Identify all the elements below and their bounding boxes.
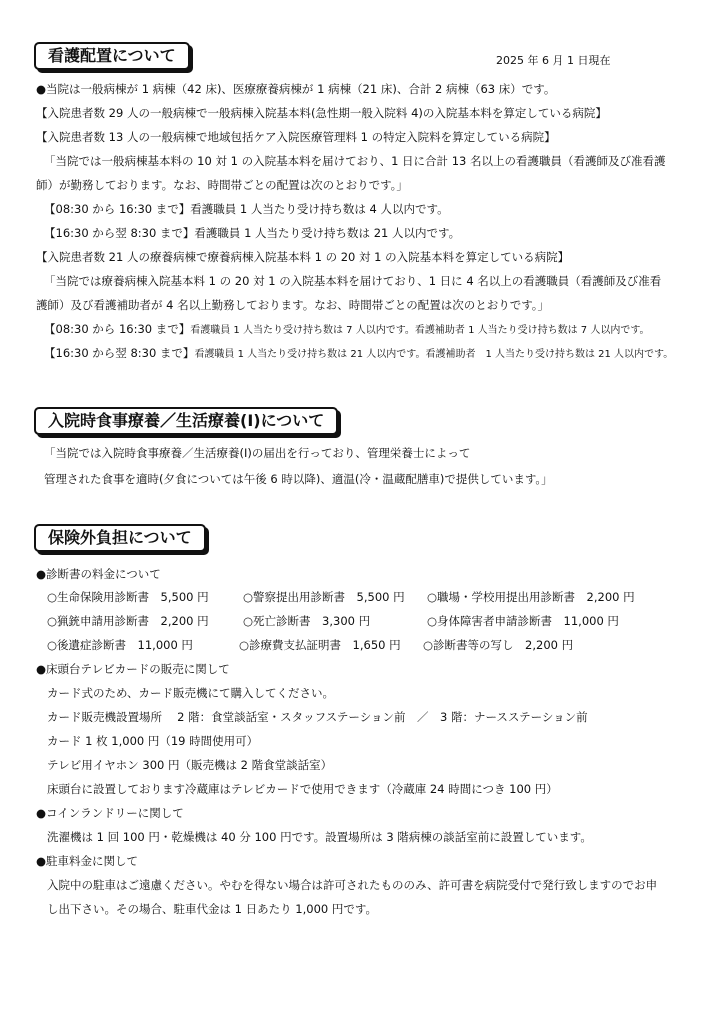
text-line: 「当院では入院時食事療養／生活療養(Ⅰ)の届出を行っており、管理栄養士によって [44,446,471,460]
text-line: 「当院では一般病棟基本料の 10 対 1 の入院基本料を届けており、1 日に合計 13 名以上の看護職員（看護師及び准看護 [44,154,666,168]
fee-item: ○職場・学校用提出用診断書 2,200 円 [427,590,635,604]
fee-item: ○後遺症診断書 11,000 円 [47,638,193,652]
fees-heading: ●診断書の料金について [36,567,161,581]
text-line: 【08:30 から 16:30 まで】看護職員 1 人当たり受け持ち数は 4 人以内です。 [44,202,449,216]
text-line: カード 1 枚 1,000 円（19 時間使用可） [47,734,259,748]
fee-item: ○診断書等の写し 2,200 円 [423,638,574,652]
fee-item: ○警察提出用診断書 5,500 円 [243,590,405,604]
text-line: 師）が勤務しております。なお、時間帯ごとの配置は次のとおりです。」 [36,178,408,192]
shift-line-day [44,321,650,339]
shift-day-head: 【08:30 から 16:30 まで】 [44,322,191,336]
as-of-date: 2025 年 6 月 1 日現在 [496,54,611,67]
text-line: 【入院患者数 21 人の療養病棟で療養病棟入院基本料 1 の 20 対 1 の入院基本料を算定している病院】 [36,250,570,264]
text-line: ●床頭台テレビカードの販売に関して [36,662,230,676]
text-line: カード式のため、カード販売機にて購入してください。 [47,686,335,700]
text-line: 管理された食事を適時(夕食については午後 6 時以降)、適温(冷・温蔵配膳車)で提供しています。」 [44,472,553,486]
text-line: 【16:30 から翌 8:30 まで】看護職員 1 人当たり受け持ち数は 21 人以内です。 [44,226,461,240]
text-line: 洗濯機は 1 回 100 円・乾燥機は 40 分 100 円です。設置場所は 3 階病棟の談話室前に設置しています。 [47,830,592,844]
shift-line-night [44,345,673,363]
section-heading-extra-charges: 保険外負担について [34,524,206,552]
fee-item: ○猟銃申請用診断書 2,200 円 [47,614,209,628]
text-line: し出下さい。その場合、駐車代金は 1 日あたり 1,000 円です。 [47,902,377,916]
shift-night-body: 看護職員 1 人当たり受け持ち数は 21 人以内です。看護補助者 1 人当たり受け持ち数は 21 人以内です。 [194,349,674,360]
text-line: 「当院では療養病棟入院基本料 1 の 20 対 1 の入院基本料を届けており、1 日に 4 名以上の看護職員（看護師及び准看 [44,274,662,288]
shift-day-body: 看護職員 1 人当たり受け持ち数は 7 人以内です。看護補助者 1 人当たり受け持ち数は 7 人以内です。 [190,325,650,336]
section-heading-nursing: 看護配置について [34,42,190,70]
shift-night-head: 【16:30 から翌 8:30 まで】 [44,346,195,360]
fee-item: ○診療費支払証明書 1,650 円 [239,638,401,652]
text-line: 護師）及び看護補助者が 4 名以上勤務しております。なお、時間帯ごとの配置は次のとおりです。」 [36,298,550,312]
text-line: ●当院は一般病棟が 1 病棟（42 床)、医療療養病棟が 1 病棟（21 床)、合計 2 病棟（63 床）です。 [36,82,556,96]
text-line: 【入院患者数 13 人の一般病棟で地域包括ケア入院医療管理料 1 の特定入院料を算定している病院】 [36,130,556,144]
fee-item: ○死亡診断書 3,300 円 [243,614,371,628]
text-line: カード販売機設置場所 2 階：食堂談話室・スタッフステーション前 ／ 3 階：ナースステーション前 [47,710,588,724]
text-line: 【入院患者数 29 人の一般病棟で一般病棟入院基本料(急性期一般入院料 4)の入院基本料を算定している病院】 [36,106,607,120]
text-line: 入院中の駐車はご遠慮ください。やむを得ない場合は許可されたもののみ、許可書を病院受付で発行致しますのでお申 [47,878,658,892]
text-line: 床頭台に設置しております冷蔵庫はテレビカードで使用できます（冷蔵庫 24 時間につき 100 円） [47,782,558,796]
fee-item: ○身体障害者申請診断書 11,000 円 [427,614,619,628]
fee-item: ○生命保険用診断書 5,500 円 [47,590,209,604]
text-line: ●駐車料金に関して [36,854,139,868]
text-line: テレビ用イヤホン 300 円（販売機は 2 階食堂談話室） [47,758,333,772]
text-line: ●コインランドリーに関して [36,806,184,820]
section-heading-meals: 入院時食事療養／生活療養(Ⅰ)について [34,407,338,435]
